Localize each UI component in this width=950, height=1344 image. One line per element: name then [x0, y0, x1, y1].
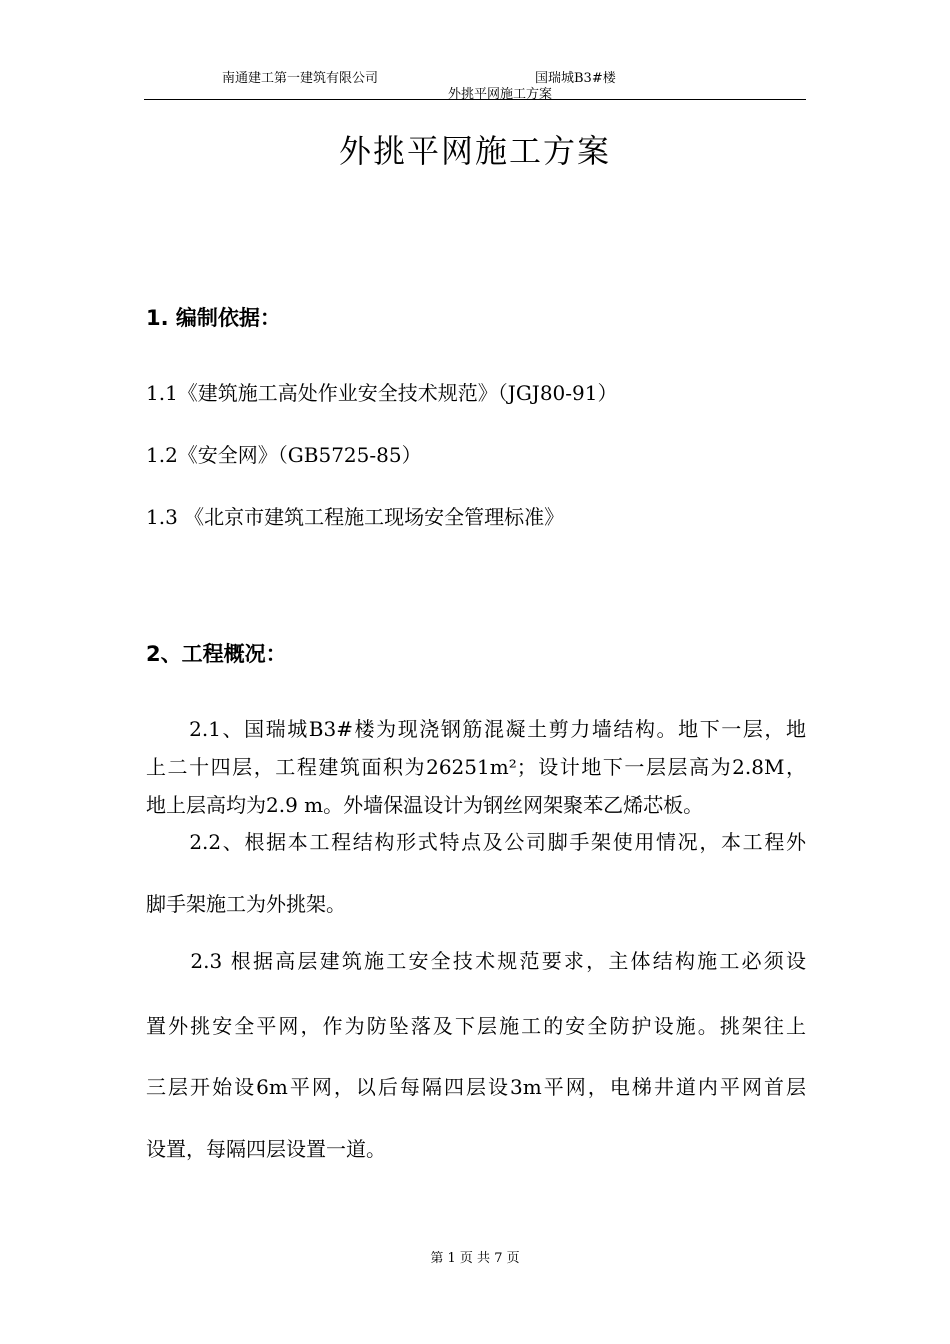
paragraph-line: 2.3 根据高层建筑施工安全技术规范要求，主体结构施工必须设 — [146, 949, 806, 973]
paragraph-line: 上二十四层，工程建筑面积为26251m²；设计地下一层层高为2.8M， — [146, 755, 806, 779]
page-number: 第 1 页 共 7 页 — [430, 1251, 520, 1266]
paragraph-line: 三层开始设6m平网，以后每隔四层设3m平网，电梯井道内平网首层 — [146, 1075, 806, 1099]
reference-item: 1.2《安全网》（GB5725-85） — [146, 443, 422, 467]
section-1-heading: 1. 编制依据： — [146, 306, 281, 330]
section-2-heading: 2、工程概况： — [146, 642, 287, 666]
document-title: 外挑平网施工方案 — [338, 132, 611, 170]
paragraph-line: 2.1、国瑞城B3#楼为现浇钢筋混凝土剪力墙结构。地下一层，地 — [146, 717, 806, 741]
reference-item: 1.1《建筑施工高处作业安全技术规范》（JGJ80-91） — [146, 381, 618, 405]
header-doc-name: 外挑平网施工方案 — [448, 87, 553, 102]
header-company: 南通建工第一建筑有限公司 — [222, 71, 379, 86]
paragraph-line: 脚手架施工为外挑架。 — [146, 892, 346, 916]
paragraph-line: 地上层高均为2.9 m。外墙保温设计为钢丝网架聚苯乙烯芯板。 — [146, 793, 704, 817]
header-project: 国瑞城B3#楼 — [535, 71, 616, 86]
reference-item: 1.3 《北京市建筑工程施工现场安全管理标准》 — [146, 505, 565, 529]
paragraph-line: 2.2、根据本工程结构形式特点及公司脚手架使用情况，本工程外 — [146, 830, 806, 854]
paragraph-line: 置外挑安全平网，作为防坠落及下层施工的安全防护设施。挑架往上 — [146, 1014, 806, 1038]
paragraph-line: 设置，每隔四层设置一道。 — [146, 1137, 386, 1161]
header-divider — [144, 99, 806, 100]
